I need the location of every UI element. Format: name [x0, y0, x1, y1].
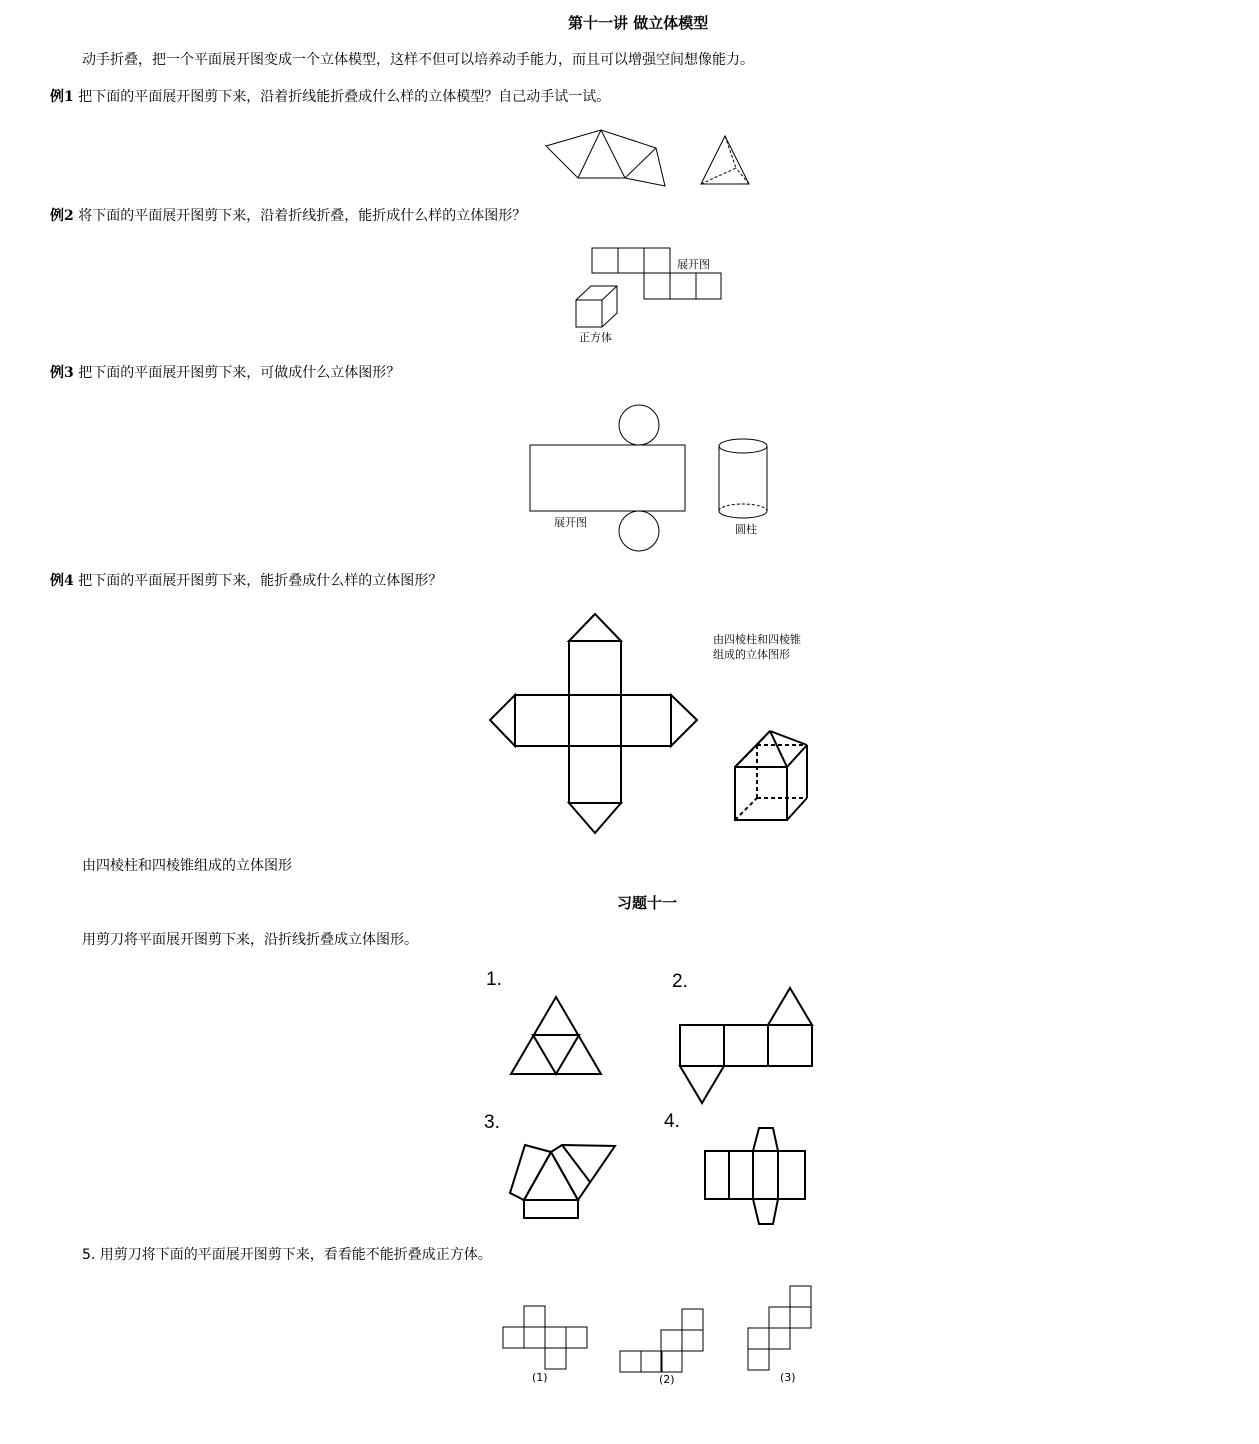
ex2-solid-label: 正方体 — [579, 331, 612, 344]
example-text: 把下面的平面展开图剪下来，可做成什么立体图形？ — [78, 365, 401, 381]
exercise-number-3: 3. — [484, 1112, 500, 1133]
exercise-title: 习题十一 — [617, 894, 678, 912]
cylinder-figure — [719, 439, 767, 518]
ex2-net-label: 展开图 — [677, 258, 710, 271]
example-text: 把下面的平面展开图剪下来，能折叠成什么样的立体图形？ — [78, 573, 443, 589]
prism-pyramid-net-figure — [490, 614, 697, 833]
exercise-instruction: 用剪刀将平面展开图剪下来，沿折线折叠成立体图形。 — [82, 932, 418, 948]
cylinder-net-figure — [530, 405, 685, 551]
exercise-1-figure — [511, 997, 601, 1074]
cube-figure — [576, 286, 617, 327]
ex3-net-label: 展开图 — [554, 516, 587, 529]
exercise-number-1: 1. — [486, 969, 502, 990]
exercise-number-4: 4. — [664, 1111, 680, 1132]
q5-net-1 — [503, 1306, 587, 1369]
q5-label-3: (3) — [780, 1371, 796, 1384]
exercise-number-2: 2. — [672, 971, 688, 992]
exercise-4-figure — [705, 1128, 805, 1224]
ex3-solid-label: 圆柱 — [735, 523, 757, 536]
question-5: 5. 用剪刀将下面的平面展开图剪下来，看看能不能折叠成正方体。 — [82, 1247, 492, 1263]
q5-net-3 — [748, 1286, 811, 1370]
example-text: 把下面的平面展开图剪下来，沿着折线能折叠成什么样的立体模型？自己动手试一试。 — [78, 89, 611, 105]
page-title: 第十一讲 做立体模型 — [568, 14, 709, 32]
prism-pyramid-figure — [735, 731, 807, 820]
q5-net-2 — [620, 1309, 703, 1372]
example-label: 例1 — [50, 89, 74, 105]
tetrahedron-figure — [701, 136, 749, 184]
q5-label-1: (1) — [532, 1371, 548, 1384]
example-label: 例4 — [50, 573, 74, 589]
q5-label-2: (2) — [659, 1373, 675, 1386]
exercise-3-figure — [510, 1145, 615, 1218]
example-label: 例3 — [50, 365, 74, 381]
ex4-caption-line2: 组成的立体图形 — [713, 648, 790, 661]
tetrahedron-net-figure — [546, 130, 665, 186]
ex4-answer: 由四棱柱和四棱锥组成的立体图形 — [82, 858, 292, 874]
intro-paragraph: 动手折叠，把一个平面展开图变成一个立体模型，这样不但可以培养动手能力，而且可以增强空间想像能力。 — [82, 52, 754, 68]
exercise-2-figure — [680, 988, 812, 1103]
example-label: 例2 — [50, 208, 74, 224]
ex4-caption-line1: 由四棱柱和四棱锥 — [713, 633, 801, 646]
example-text: 将下面的平面展开图剪下来，沿着折线折叠，能折成什么样的立体图形？ — [78, 208, 527, 224]
